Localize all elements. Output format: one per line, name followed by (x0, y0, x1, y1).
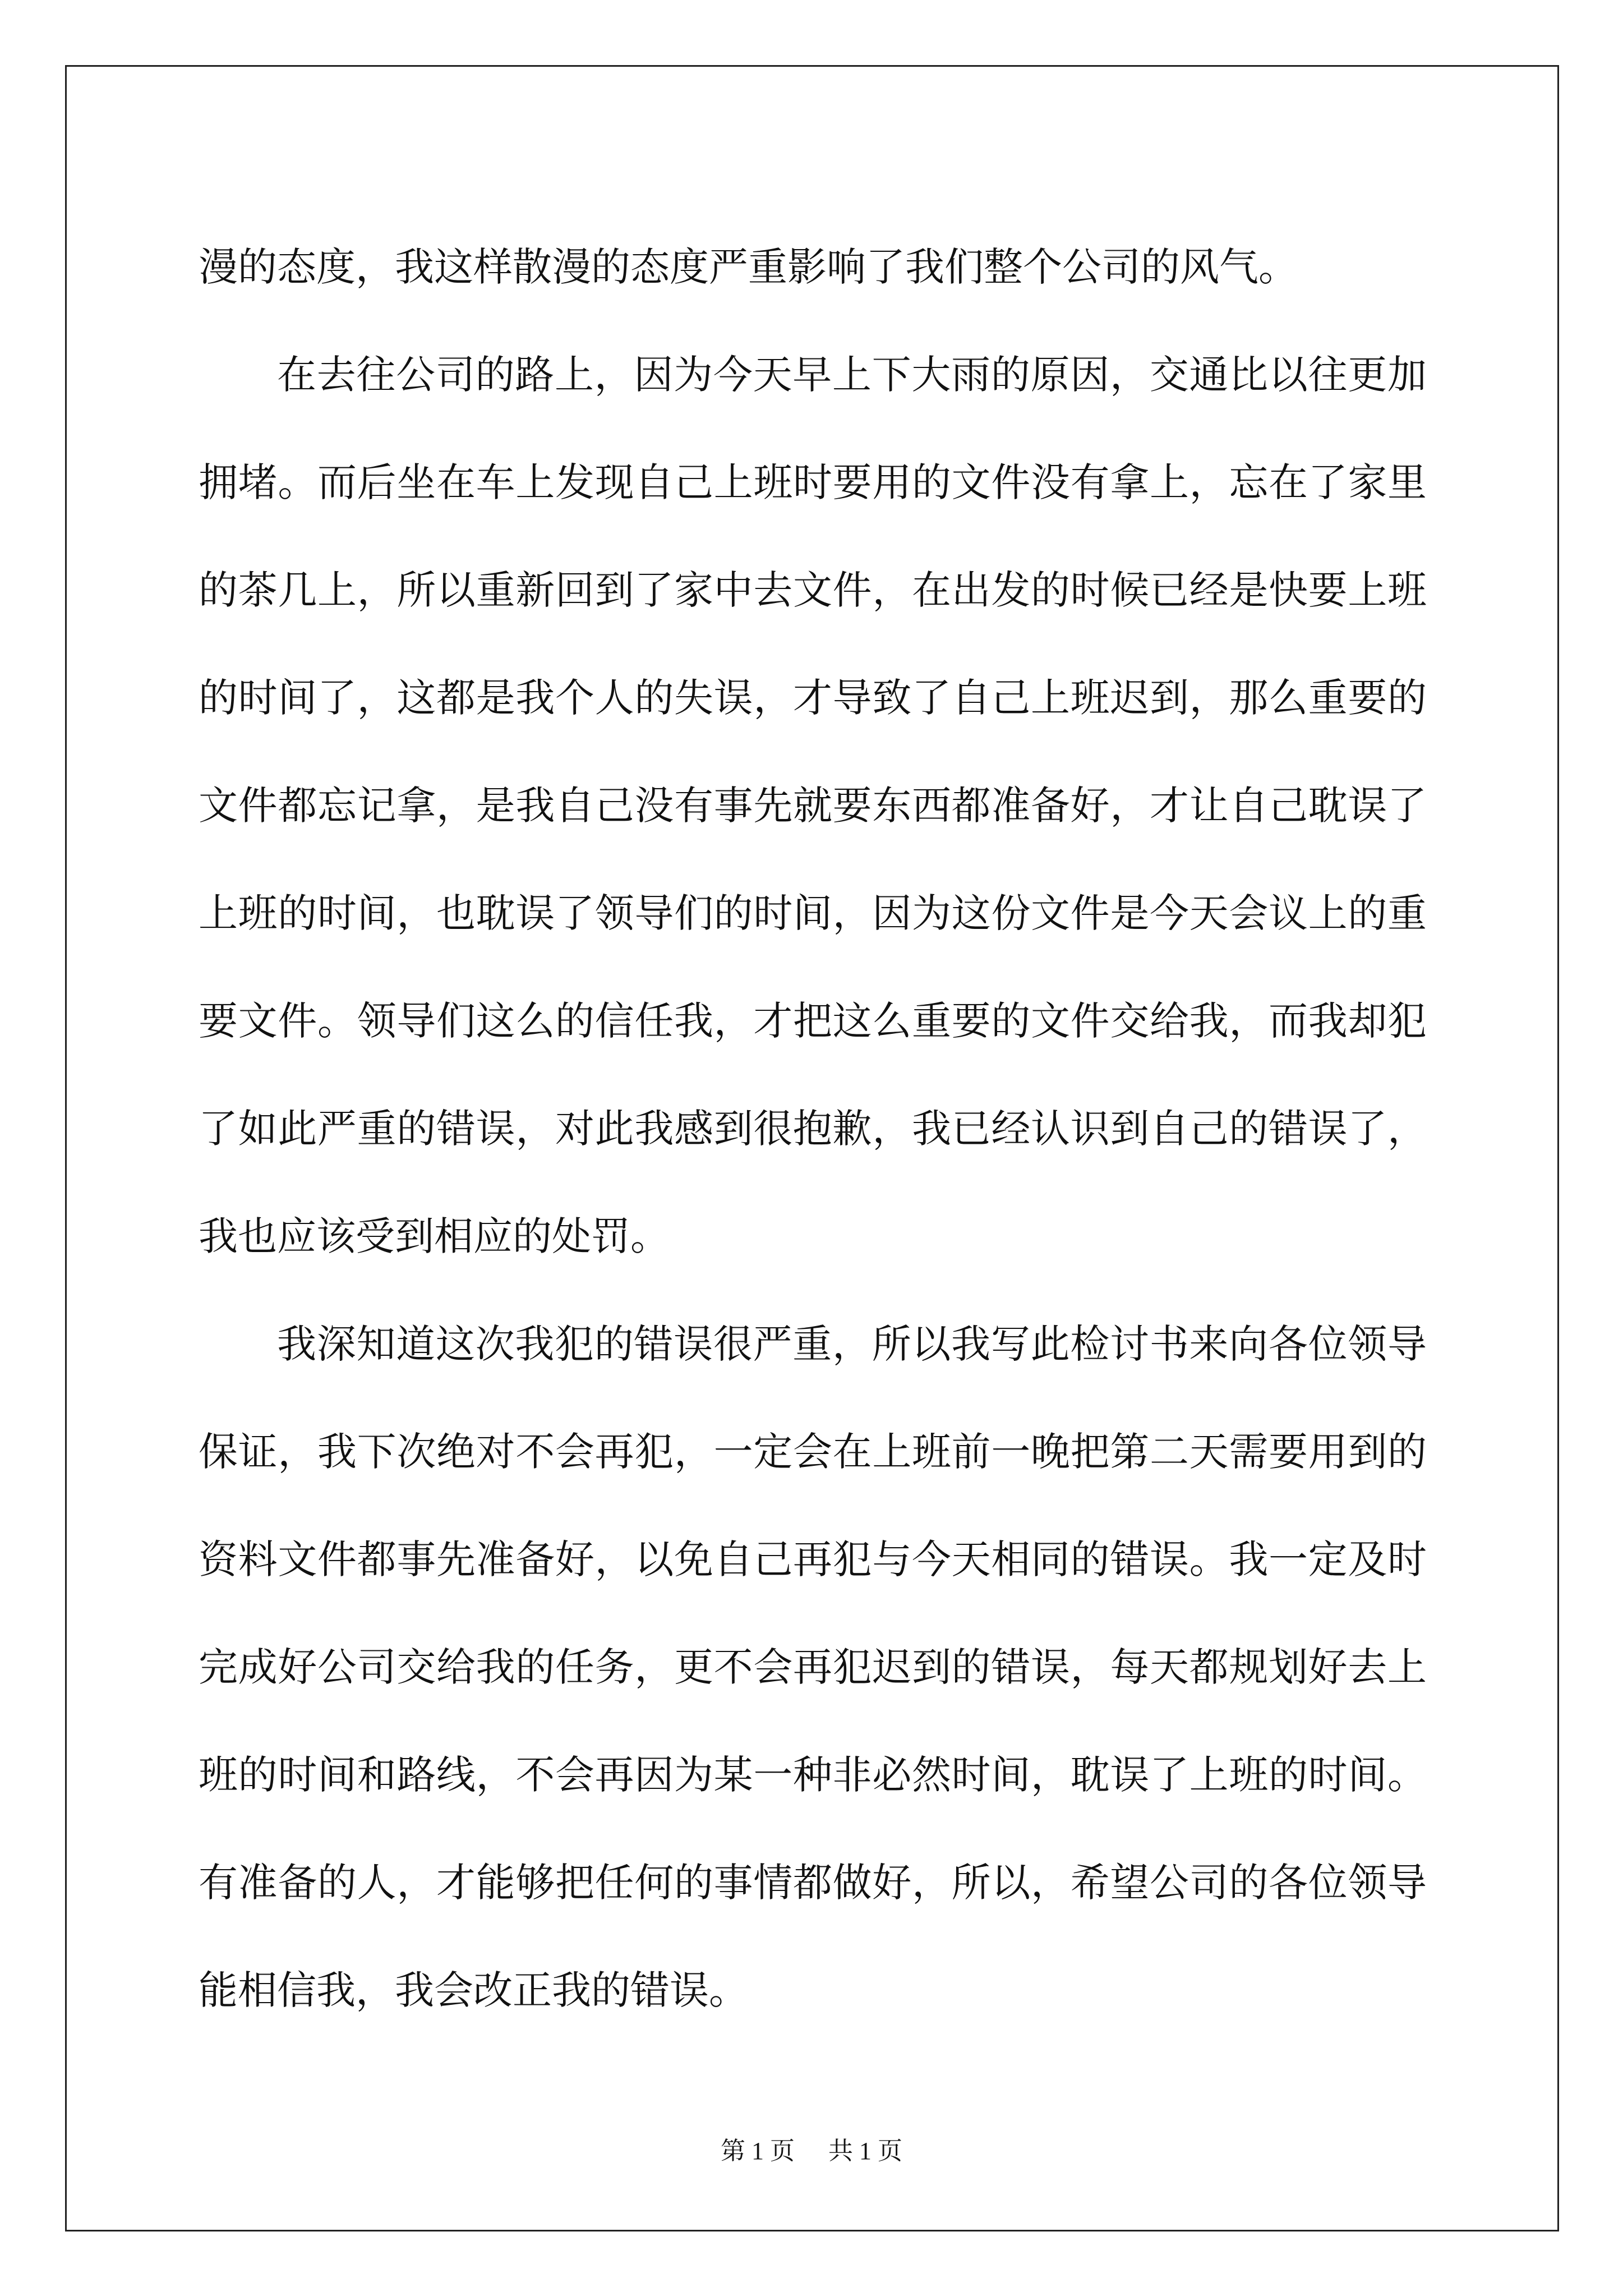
page-total: 共 1 页 (828, 2137, 902, 2165)
page-number: 第 1 页 (721, 2137, 795, 2165)
paragraph-3: 我深知道这次我犯的错误很严重，所以我写此检讨书来向各位领导保证，我下次绝对不会再犯，一定会在上班前一晚把第二天需要用到的资料文件都事先准备好，以免自己再犯与今天相同的错误。我一定及时完成好公司交给我的任务，更不会再犯迟到的错误，每天都规划好去上班的时间和路线，不会再因为某一种非必然时间，耽误了上班的时间。有准备的人，才能够把任何的事情都做好，所以，希望公司的各位领导能相信我，我会改正我的错误。 (199, 1321, 1427, 2013)
page-footer (0, 2134, 1623, 2168)
paragraph-1: 漫的态度，我这样散漫的态度严重影响了我们整个公司的风气。 (199, 244, 1298, 290)
document-body (199, 213, 1427, 2044)
paragraph-2: 在去往公司的路上，因为今天早上下大雨的原因，交通比以往更加拥堵。而后坐在车上发现自己上班时要用的文件没有拿上，忘在了家里的茶几上，所以重新回到了家中去文件，在出发的时候已经是快要上班的时间了，这都是我个人的失误，才导致了自己上班迟到，那么重要的文件都忘记拿，是我自己没有事先就要东西都准备好，才让自己耽误了上班的时间，也耽误了领导们的时间，因为这份文件是今天会议上的重要文件。领导们这么的信任我，才把这么重要的文件交给我，而我却犯了如此严重的错误，对此我感到很抱歉，我已经认识到自己的错误了，我也应该受到相应的处罚。 (199, 352, 1427, 1259)
